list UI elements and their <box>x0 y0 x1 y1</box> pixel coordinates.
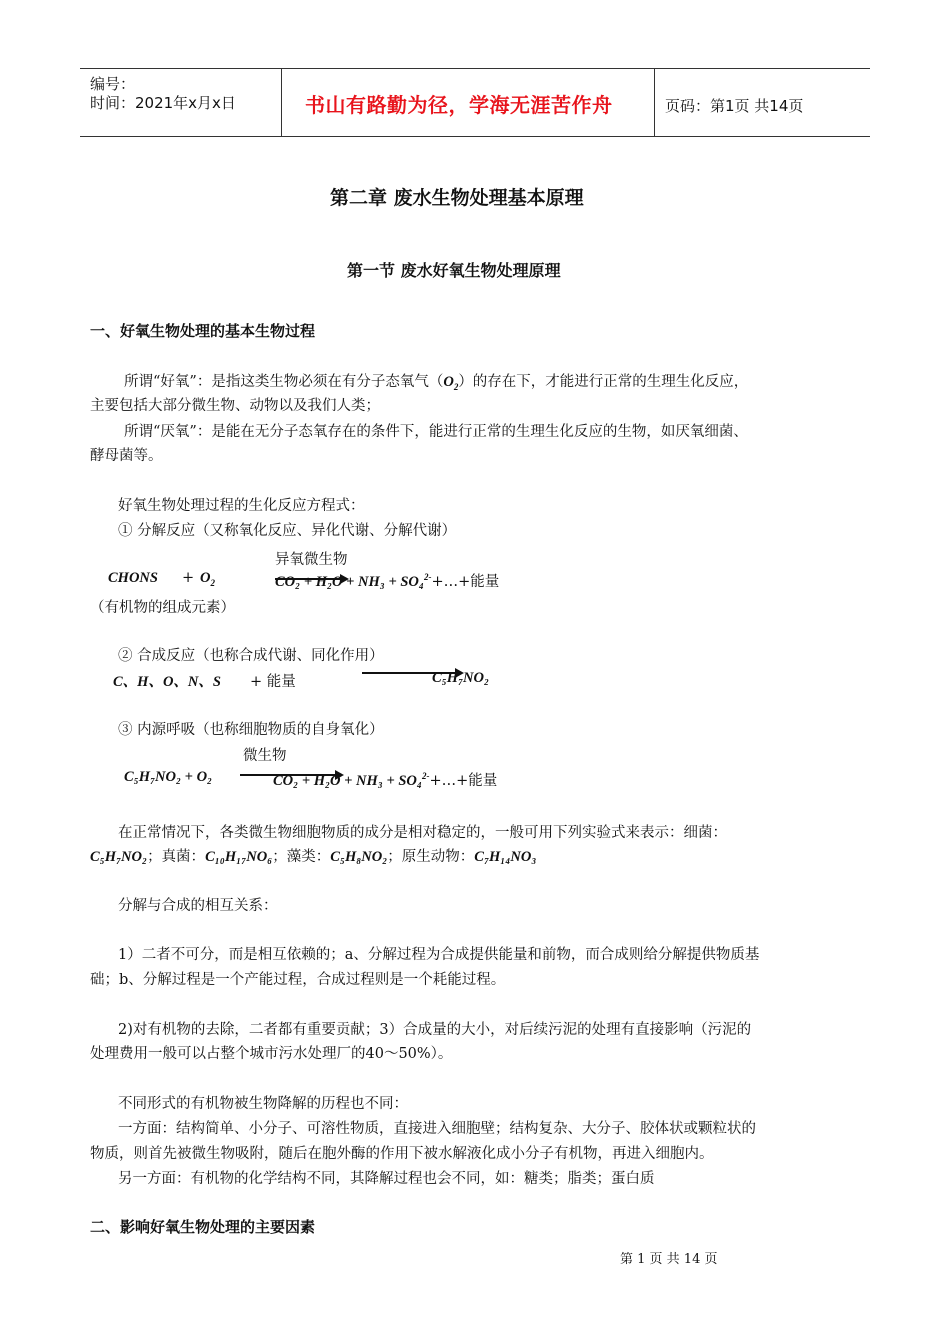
degrade-line1: 一方面：结构简单、小分子、可溶性物质，直接进入细胞壁；结构复杂、大分子、胶体状或颗粒状的 <box>118 1121 756 1137</box>
text: 所谓“好氧”：是指这类生物必须在有分子态氧气（ <box>124 374 444 390</box>
eq1-o2: $O_2$ <box>200 570 215 588</box>
relation2-line1: 2)对有机物的去除，二者都有重要贡献；3）合成量的大小，对后续污泥的处理有直接影响（污泥的 <box>118 1022 752 1038</box>
header-divider <box>654 69 655 136</box>
formula-para-line2: C₅H₇NO₂；真菌：C₁₀H₁₇NO₆；藻类：C₅H₈NO₂；原生动物：C₇H₁₄NO₃ <box>90 849 537 865</box>
relation1-line1: 1）二者不可分，而是相互依赖的；a、分解过程为合成提供能量和前物，而合成则给分解提供物质基 <box>118 947 760 963</box>
para-aerobic-line2: 主要包括大部分微生物、动物以及我们人类； <box>90 398 380 414</box>
eq1-label: ① 分解反应（又称氧化反应、异化代谢、分解代谢） <box>118 523 457 539</box>
header-table <box>80 68 870 137</box>
degrade-line3: 另一方面：有机物的化学结构不同，其降解过程也会不同，如：糖类；脂类；蛋白质 <box>118 1171 655 1187</box>
heading-basic-process: 一、好氧生物处理的基本生物过程 <box>90 322 316 340</box>
eq3-reactants: C₅H₇NO₂ + O₂ <box>124 769 213 785</box>
eq3-label: ③ 内源呼吸（也称细胞物质的自身氧化） <box>118 722 384 738</box>
eq1-reactant: CHONS <box>108 570 158 586</box>
equation-intro: 好氧生物处理过程的生化反应方程式： <box>118 498 365 514</box>
relation2-line2: 处理费用一般可以占整个城市污水处理厂的40～50%）。 <box>90 1046 453 1062</box>
para-anaerobic-line2: 酵母菌等。 <box>90 448 163 464</box>
eq2-reactants: C、H、O、N、S <box>113 674 221 690</box>
eq2-plus-energy: + 能量 <box>250 674 296 690</box>
relation1-line2: 础；b、分解过程是一个产能过程，合成过程则是一个耗能过程。 <box>90 972 506 988</box>
eq3-products: CO₂ + H₂O + NH₃ + SO₄$^{2-}$+…+能量 <box>273 771 498 789</box>
header-divider <box>281 69 282 136</box>
section-title: 第一节 废水好氧生物处理原理 <box>347 261 561 280</box>
eq1-products: CO₂ + H₂O + NH₃ + SO₄$^{2-}$+…+能量 <box>275 572 500 590</box>
para-aerobic-line1 <box>124 370 748 391</box>
page-footer: 第 1 页 共 14 页 <box>620 1252 718 1267</box>
eq1-note: （有机物的组成元素） <box>90 600 235 616</box>
o2-formula: $O_2$ <box>443 374 459 392</box>
doc-number-label: 编号： <box>90 75 136 93</box>
degrade-line2: 物质，则首先被微生物吸附，随后在胞外酶的作用下被水解液化成小分子有机物，再进入细胞内。 <box>90 1146 714 1162</box>
chapter-title: 第二章 废水生物处理基本原理 <box>330 187 584 209</box>
heading-influencing-factors: 二、影响好氧生物处理的主要因素 <box>90 1218 316 1236</box>
doc-date-label: 时间：2021年x月x日 <box>90 94 236 112</box>
eq1-plus: + <box>182 570 195 586</box>
degrade-intro: 不同形式的有机物被生物降解的历程也不同： <box>118 1096 408 1112</box>
text: ）的存在下，才能进行正常的生理生化反应， <box>458 374 749 390</box>
formula-para-line1: 在正常情况下，各类微生物细胞物质的成分是相对稳定的，一般可用下列实验式来表示：细菌： <box>118 825 727 841</box>
page-indicator: 页码：第1页 共14页 <box>665 97 804 115</box>
relation-title: 分解与合成的相互关系： <box>118 898 278 914</box>
eq2-label: ② 合成反应（也称合成代谢、同化作用） <box>118 648 384 664</box>
eq3-catalyst: 微生物 <box>243 748 287 764</box>
para-anaerobic-line1: 所谓“厌氧”：是能在无分子态氧存在的条件下，能进行正常的生理生化反应的生物，如厌氧细菌、 <box>124 424 748 440</box>
header-motto: 书山有路勤为径，学海无涯苦作舟 <box>305 93 613 117</box>
eq1-catalyst: 异氧微生物 <box>275 552 348 568</box>
eq2-product: C₅H₇NO₂ <box>432 670 490 686</box>
